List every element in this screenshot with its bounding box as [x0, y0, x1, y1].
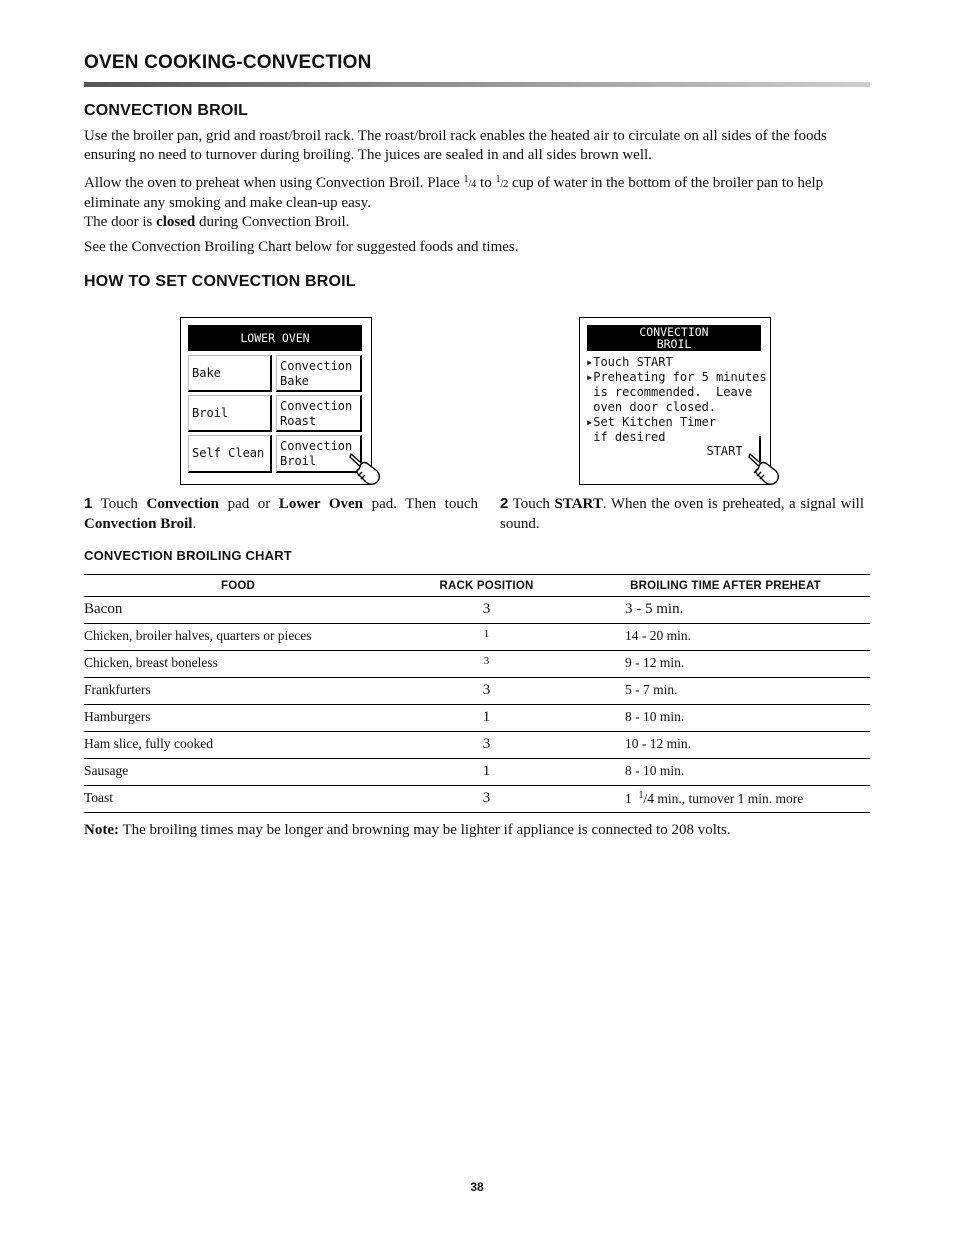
page-title: OVEN COOKING-CONVECTION: [84, 52, 372, 73]
self-clean-button[interactable]: Self Clean: [188, 435, 272, 473]
convection-broil-header: CONVECTION BROIL: [587, 325, 761, 351]
convection-roast-button[interactable]: Convection Roast: [276, 395, 362, 432]
food-cell: Chicken, broiler halves, quarters or pieces: [84, 624, 392, 651]
bake-button[interactable]: Bake: [188, 355, 272, 392]
convection-broil-display-panel: [579, 317, 771, 485]
chart-title: CONVECTION BROILING CHART: [84, 548, 292, 563]
time-cell: 1 $^1$/4 min., turnover 1 min. more: [581, 786, 870, 813]
time-cell: 3 - 5 min.: [581, 597, 870, 624]
table-row: [84, 597, 870, 624]
rack-cell: 1: [392, 705, 581, 732]
food-cell: Chicken, breast boneless: [84, 651, 392, 678]
instruction-line: is recommended. Leave: [586, 385, 753, 399]
time-cell: 14 - 20 min.: [581, 624, 870, 651]
start-button[interactable]: START: [690, 436, 761, 462]
instruction-line: if desired: [586, 430, 666, 444]
rack-cell: 1: [392, 624, 581, 651]
note-paragraph: Note: The broiling times may be longer and browning may be lighter if appliance is connected to 208 volts.: [84, 822, 731, 838]
lower-oven-header: LOWER OVEN: [188, 325, 362, 351]
broil-button[interactable]: Broil: [188, 395, 272, 432]
rack-cell: 3: [392, 597, 581, 624]
instruction-line: ▸Touch START: [586, 355, 673, 369]
pointing-hand-icon: [347, 444, 387, 488]
table-row: [84, 705, 870, 732]
time-cell: 5 - 7 min.: [581, 678, 870, 705]
convection-broil-button[interactable]: Convection Broil: [276, 435, 362, 473]
rack-cell: 3: [392, 786, 581, 813]
step-2-instruction: 2 Touch START. When the oven is preheated, a signal will sound.: [500, 495, 864, 532]
table-row: [84, 786, 870, 813]
step-1-instruction: 1 Touch Convection pad or Lower Oven pad. Then touch Convection Broil.: [84, 495, 478, 532]
lower-oven-control-panel: [180, 317, 372, 485]
instruction-line: ▸Set Kitchen Timer: [586, 415, 717, 429]
time-cell: 10 - 12 min.: [581, 732, 870, 759]
food-cell: Ham slice, fully cooked: [84, 732, 392, 759]
instruction-line: oven door closed.: [586, 400, 717, 414]
page-number: 38: [470, 1180, 484, 1194]
section-heading-how-to-set: HOW TO SET CONVECTION BROIL: [84, 273, 356, 290]
table-row: [84, 678, 870, 705]
food-cell: Frankfurters: [84, 678, 392, 705]
column-header-rack: RACK POSITION: [392, 575, 581, 597]
rack-cell: 3: [392, 651, 581, 678]
rack-cell: 1: [392, 759, 581, 786]
intro-paragraph: Use the broiler pan, grid and roast/broil rack. The roast/broil rack enables the heated air to circulate on all sides of the foods ensuring no need to turnover during broiling. The juices are sealed in and all sides brown well.: [84, 128, 827, 163]
preheat-paragraph: Allow the oven to preheat when using Convection Broil. Place $^1$/4 to $^1$/2 cup of water in the bottom of the broiler pan to help eliminate any smoking and make clean-up easy.: [84, 174, 824, 211]
see-chart-paragraph: See the Convection Broiling Chart below for suggested foods and times.: [84, 239, 519, 255]
food-cell: Sausage: [84, 759, 392, 786]
table-row: [84, 732, 870, 759]
column-header-food: FOOD: [84, 575, 392, 597]
time-cell: 9 - 12 min.: [581, 651, 870, 678]
table-row: [84, 624, 870, 651]
time-cell: 8 - 10 min.: [581, 705, 870, 732]
time-cell: 8 - 10 min.: [581, 759, 870, 786]
convection-bake-button[interactable]: Convection Bake: [276, 355, 362, 392]
door-paragraph: The door is closed during Convection Broil.: [84, 214, 350, 230]
section-heading-convection-broil: CONVECTION BROIL: [84, 102, 249, 119]
rack-cell: 3: [392, 678, 581, 705]
column-header-time: BROILING TIME AFTER PREHEAT: [581, 575, 870, 597]
table-row: [84, 651, 870, 678]
table-row: [84, 759, 870, 786]
food-cell: Toast: [84, 786, 392, 813]
food-cell: Hamburgers: [84, 705, 392, 732]
convection-broiling-table: [84, 574, 870, 813]
title-rule: [84, 82, 870, 87]
table-header-row: [84, 575, 870, 597]
rack-cell: 3: [392, 732, 581, 759]
food-cell: Bacon: [84, 597, 392, 624]
pointing-hand-icon: [746, 444, 786, 488]
instruction-line: ▸Preheating for 5 minutes: [586, 370, 767, 384]
